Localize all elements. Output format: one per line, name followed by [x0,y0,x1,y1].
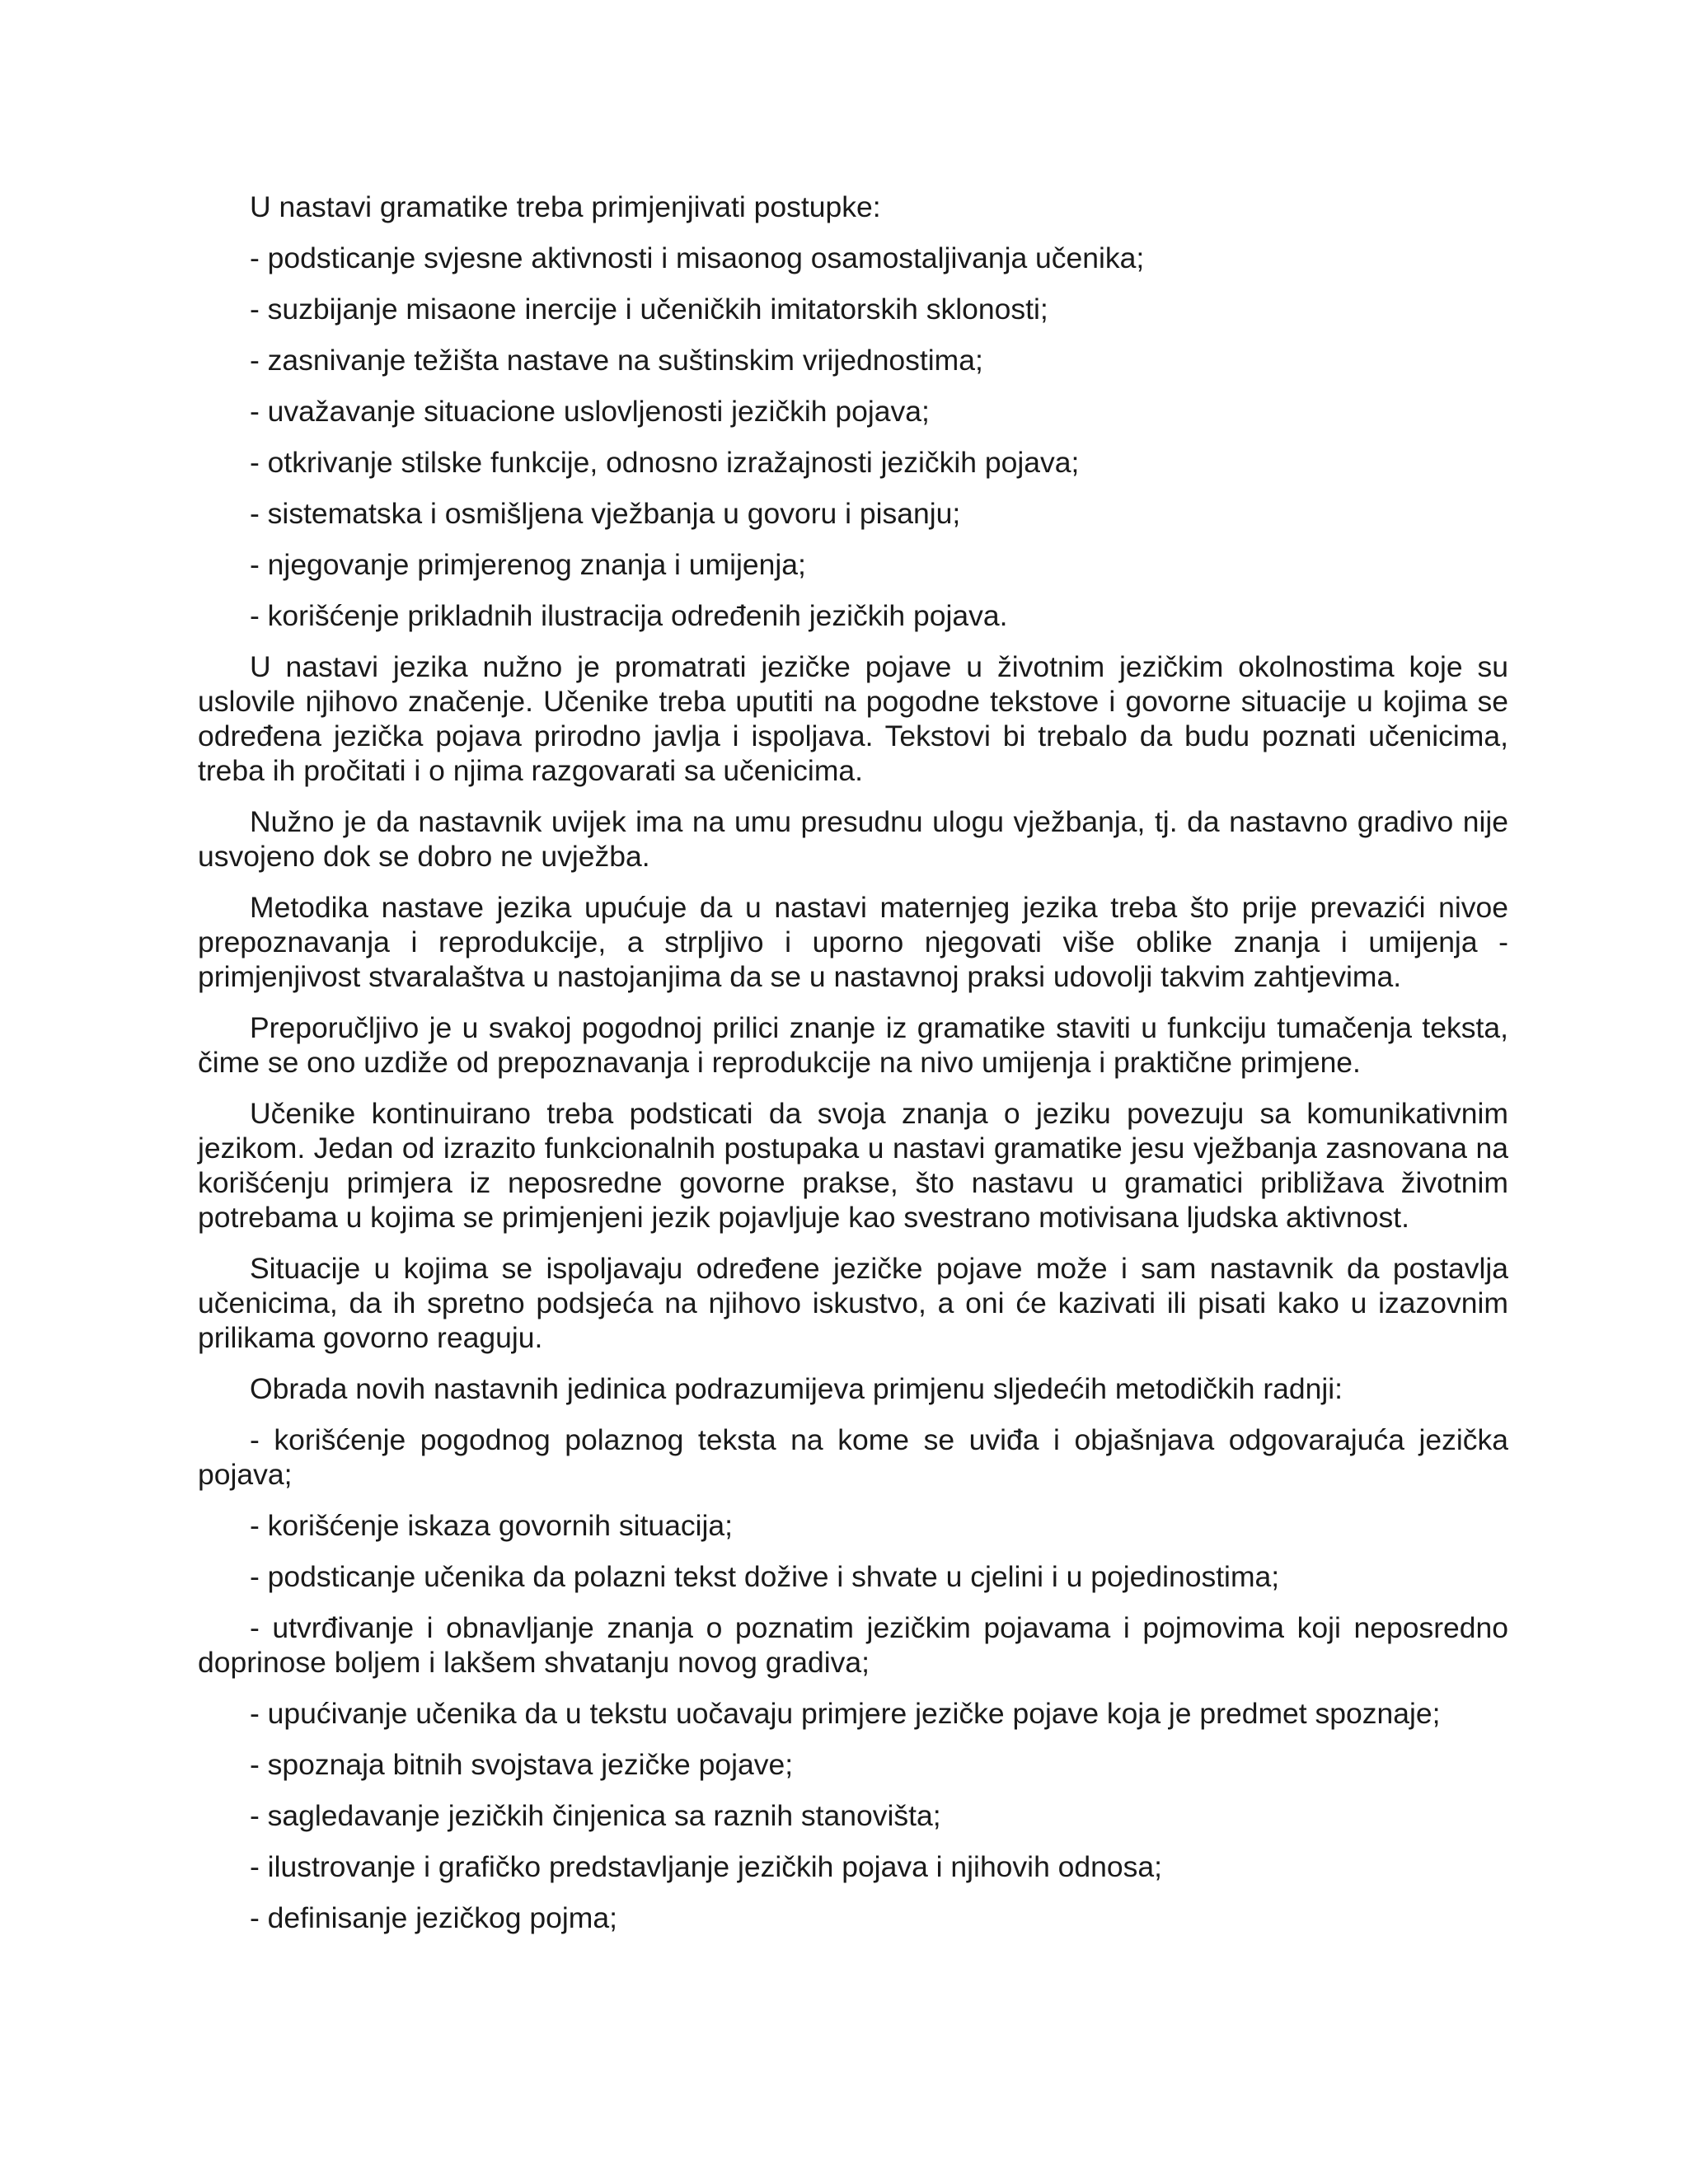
list-item: - uvažavanje situacione uslovljenosti jezičkih pojava; [250,395,930,428]
list-item: - otkrivanje stilske funkcije, odnosno izražajnosti jezičkih pojava; [250,446,1080,479]
paragraph: Učenike kontinuirano treba podsticati da svoja znanja o jeziku povezuju sa komunikativnim jezikom. Jedan od izrazito funkcionalnih postupaka u nastavi gramatike jesu vježbanja zasnovana na korišćenju primjera iz neposredne govorne prakse, što nastavu u gramatici približava životnim potrebama u kojima se primjenjeni jezik pojavljuje kao svestrano motivisana ljudska aktivnost. [198,1097,1508,1234]
paragraph: Nužno je da nastavnik uvijek ima na umu presudnu ulogu vježbanja, tj. da nastavno gradivo nije usvojeno dok se dobro ne uvježba. [198,805,1508,873]
list-item: - utvrđivanje i obnavljanje znanja o poznatim jezičkim pojavama i pojmovima koji neposredno doprinose boljem i lakšem shvatanju novog gradiva; [198,1611,1508,1679]
list-item: - upućivanje učenika da u tekstu uočavaju primjere jezičke pojave koja je predmet spoznaje; [250,1697,1441,1730]
list-item: - korišćenje pogodnog polaznog teksta na kome se uviđa i objašnjava odgovarajuća jezička pojava; [198,1423,1508,1491]
list-item: - podsticanje svjesne aktivnosti i misaonog osamostaljivanja učenika; [250,241,1145,274]
list-item: - zasnivanje težišta nastave na suštinskim vrijednostima; [250,344,983,377]
list-item: - ilustrovanje i grafičko predstavljanje jezičkih pojava i njihovih odnosa; [250,1850,1163,1883]
list-item: - njegovanje primjerenog znanja i umijenja; [250,548,806,581]
document-page [198,190,1508,1952]
paragraph: Situacije u kojima se ispoljavaju određene jezičke pojave može i sam nastavnik da postavlja učenicima, da ih spretno podsjeća na njihovo iskustvo, a oni će kazivati ili pisati kako u izazovnim prilikama govorno reaguju. [198,1252,1508,1354]
list-item: - spoznaja bitnih svojstava jezičke pojave; [250,1748,794,1781]
paragraph-intro: U nastavi gramatike treba primjenjivati postupke: [250,190,881,223]
list-item: - definisanje jezičkog pojma; [250,1901,617,1934]
list-item: - sagledavanje jezičkih činjenica sa raznih stanovišta; [250,1799,941,1832]
list-item: - korišćenje iskaza govornih situacija; [250,1509,734,1542]
list-item: - suzbijanje misaone inercije i učeničkih imitatorskih sklonosti; [250,293,1048,326]
paragraph: Metodika nastave jezika upućuje da u nastavi maternjeg jezika treba što prije prevazići nivoe prepoznavanja i reprodukcije, a strpljivo i uporno njegovati više oblike znanja i umijenja - primjenjivost stvaralaštva u nastojanjima da se u nastavnoj praksi udovolji takvim zahtjevima. [198,891,1508,993]
list-item: - korišćenje prikladnih ilustracija određenih jezičkih pojava. [250,599,1008,632]
list-item: - podsticanje učenika da polazni tekst dožive i shvate u cjelini i u pojedinostima; [250,1560,1280,1593]
list-item: - sistematska i osmišljena vježbanja u govoru i pisanju; [250,497,961,530]
paragraph: Preporučljivo je u svakoj pogodnoj prilici znanje iz gramatike staviti u funkciju tumačenja teksta, čime se ono uzdiže od prepoznavanja i reprodukcije na nivo umijenja i praktične primjene. [198,1011,1508,1079]
paragraph: U nastavi jezika nužno je promatrati jezičke pojave u životnim jezičkim okolnostima koje su uslovile njihovo značenje. Učenike treba uputiti na pogodne tekstove i govorne situacije u kojima se određena jezička pojava prirodno javlja i ispoljava. Tekstovi bi trebalo da budu poznati učenicima, treba ih pročitati i o njima razgovarati sa učenicima. [198,650,1508,787]
paragraph: Obrada novih nastavnih jedinica podrazumijeva primjenu sljedećih metodičkih radnji: [250,1372,1343,1405]
